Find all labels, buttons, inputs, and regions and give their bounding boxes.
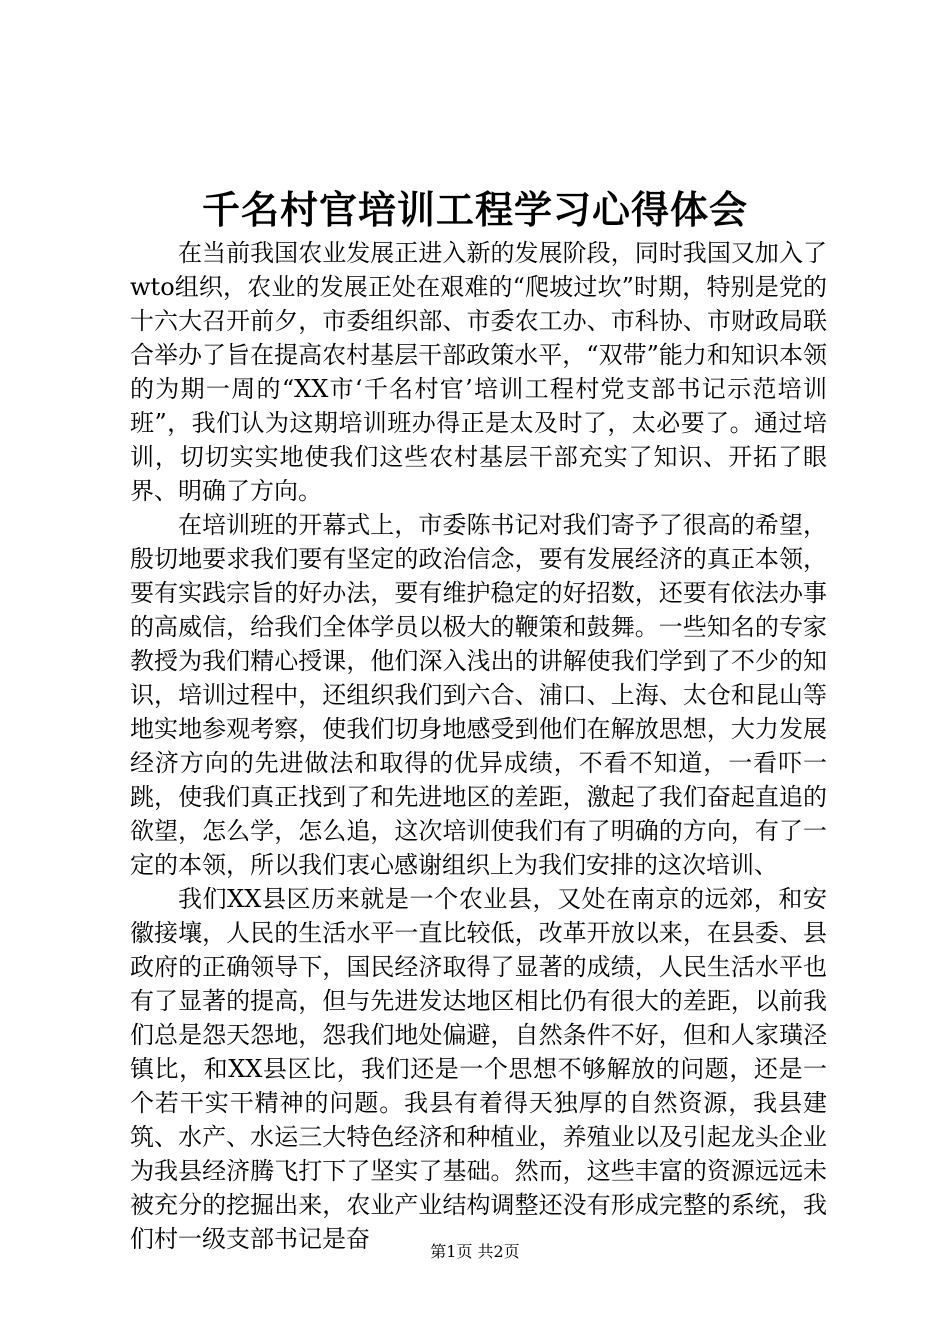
paragraph-3: 我们XX县区历来就是一个农业县，又处在南京的远郊，和安徽接壤，人民的生活水平一直比较低，改革开放以来，在县委、县政府的正确领导下，国民经济取得了显著的成绩，人民生活水平也有了显著的提高，但与先进发达地区相比仍有很大的差距，以前我们总是怨天怨地，怨我们地处偏避，自然条件不好，但和人家璜泾镇比，和XX县区比，我们还是一个思想不够解放的问题，还是一个若干实干精神的问题。我县有着得天独厚的自然资源，我县建筑、水产、水运三大特色经济和种植业，养殖业以及引起龙头企业为我县经济腾飞打下了坚实了基础。然而，这些丰富的资源远远未被充分的挖掘出来，农业产业结构调整还没有形成完整的系统，我们村一级支部书记是奋 bbox=[130, 885, 827, 1253]
document-title: 千名村官培训工程学习心得体会 bbox=[201, 187, 748, 232]
paragraph-2: 在培训班的开幕式上，市委陈书记对我们寄予了很高的希望，殷切地要求我们要有坚定的政治信念，要有发展经济的真正本领，要有实践宗旨的好办法，要有维护稳定的好招数，还要有依法办事的高威信，给我们全体学员以极大的鞭策和鼓舞。一些知名的专家教授为我们精心授课，他们深入浅出的讲解使我们学到了不少的知识，培训过程中，还组织我们到六合、浦口、上海、太仓和昆山等地实地参观考察，使我们切身地感受到他们在解放思想，大力发展经济方向的先进做法和取得的优异成绩，不看不知道，一看吓一跳，使我们真正找到了和先进地区的差距，激起了我们奋起直追的欲望，怎么学，怎么追，这次培训使我们有了明确的方向，有了一定的本领，所以我们衷心感谢组织上为我们安排的这次培训、 bbox=[130, 511, 827, 879]
document-body bbox=[130, 236, 827, 1256]
page-number-footer: 第1页 共2页 bbox=[430, 1242, 520, 1261]
paragraph-1: 在当前我国农业发展正进入新的发展阶段，同时我国又加入了wto组织，农业的发展正处在艰难的“爬坡过坎”时期，特别是党的十六大召开前夕，市委组织部、市委农工办、市科协、市财政局联合举办了旨在提高农村基层干部政策水平，“双带”能力和知识本领的为期一周的“XX市‘千名村官’培训工程村党支部书记示范培训班”，我们认为这期培训班办得正是太及时了，太必要了。通过培训，切切实实地使我们这些农村基层干部充实了知识、开拓了眼界、明确了方向。 bbox=[130, 239, 827, 505]
